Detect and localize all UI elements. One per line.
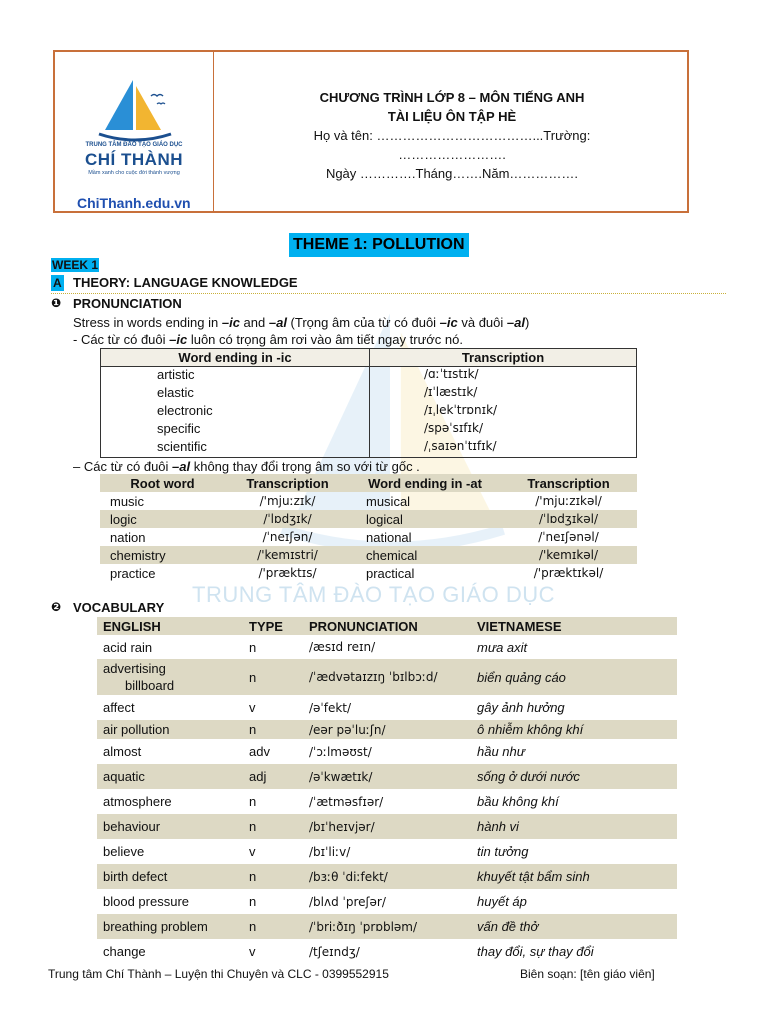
table-header: Word ending in -at xyxy=(350,474,500,492)
table-row: elastic /ɪˈlæstɪk/ xyxy=(101,385,637,403)
table-row: advertising billboard n /ˈædvətaɪzɪŋ ˈbɪlbɔːd/ biển quảng cáo xyxy=(97,659,677,695)
section-a-title: THEORY: LANGUAGE KNOWLEDGE xyxy=(73,275,298,290)
vocabulary-bullet-icon: ❷ xyxy=(51,600,62,614)
table-header: Root word xyxy=(100,474,225,492)
ic-words-table xyxy=(100,348,637,458)
header-info xyxy=(215,88,689,183)
table-row: acid rain n /æsɪd reɪn/ mưa axit xyxy=(103,639,528,655)
footer-contact: Trung tâm Chí Thành – Luyện thi Chuyên và CLC - 0399552915 xyxy=(48,967,389,981)
table-header: TYPE xyxy=(243,617,303,635)
section-a-letter: A xyxy=(53,276,62,290)
table-row: birth defect n /bɜːθ ˈdiːfekt/ khuyết tật bẩm sinh xyxy=(97,864,677,889)
table-row: scientific /ˌsaɪənˈtɪfɪk/ xyxy=(101,439,637,458)
al-rule-line: – Các từ có đuôi –al không thay đổi trọng âm so với từ gốc . xyxy=(73,459,420,474)
program-title: CHƯƠNG TRÌNH LỚP 8 – MÔN TIẾNG ANH xyxy=(319,90,585,105)
logo-small-text: TRUNG TÂM ĐÀO TẠO GIÁO DỤC xyxy=(85,142,183,148)
table-header: PRONUNCIATION xyxy=(303,617,471,635)
pronunciation-bullet-icon: ❶ xyxy=(51,296,62,310)
table-row: aquatic adj /əˈkwætɪk/ sống ở dưới nước xyxy=(97,764,677,789)
vocabulary-table xyxy=(97,617,677,964)
table-row: blood pressure n /blʌd ˈpreʃər/ huyết áp xyxy=(103,894,527,909)
table-row: affect v /əˈfekt/ gây ảnh hưởng xyxy=(103,700,565,715)
dotted-divider xyxy=(51,293,726,294)
table-row: believe v /bɪˈliːv/ tin tưởng xyxy=(103,844,529,859)
document-title: TÀI LIỆU ÔN TẬP HÈ xyxy=(387,109,517,124)
table-header: Transcription xyxy=(500,474,637,492)
watermark-text: TRUNG TÂM ĐÀO TẠO GIÁO DỤC xyxy=(192,582,555,607)
vocabulary-title: VOCABULARY xyxy=(73,600,165,615)
website-link[interactable]: ChiThanh.edu.vn xyxy=(77,195,191,211)
school-fill-line: ……………………. xyxy=(398,147,506,162)
table-row: nation /ˈneɪʃən/ national /ˈneɪʃənəl/ xyxy=(110,529,599,545)
al-words-table xyxy=(100,474,637,582)
footer-author: Biên soạn: [tên giáo viên] xyxy=(520,967,655,981)
table-header: Transcription xyxy=(370,349,637,367)
table-row: specific /spəˈsɪfɪk/ xyxy=(101,421,637,439)
ic-rule-line: - Các từ có đuôi –ic luôn có trọng âm rơi vào âm tiết ngay trước nó. xyxy=(73,332,463,347)
table-row: breathing problem n /ˈbriːðɪŋ ˈprɒbləm/ vấn đề thở xyxy=(97,914,677,939)
table-row: atmosphere n /ˈætməsfɪər/ bầu không khí xyxy=(103,794,559,809)
table-row: change v /tʃeɪndʒ/ thay đổi, sự thay đổi xyxy=(103,944,594,959)
table-header: ENGLISH xyxy=(97,617,243,635)
sailboat-logo-icon xyxy=(95,78,175,148)
logo xyxy=(55,52,213,211)
table-row: music /'mjuːzɪk/ musical /'mjuːzɪkəl/ xyxy=(110,493,602,509)
table-row: chemistry /'kemɪstri/ chemical /'kemɪkəl/ xyxy=(100,546,637,564)
logo-slogan: Mầm xanh cho cuộc đời thành vượng xyxy=(88,170,180,176)
name-school-line: Họ và tên: ………………………………...Trường: xyxy=(313,128,591,143)
header-divider xyxy=(213,52,214,211)
table-row: logic /ˈlɒdʒɪk/ logical /ˈlɒdʒɪkəl/ xyxy=(100,510,637,528)
table-row: electronic /ɪˌlekˈtrɒnɪk/ xyxy=(101,403,637,421)
theme-title: THEME 1: POLLUTION xyxy=(289,233,469,257)
table-row: behaviour n /bɪˈheɪvjər/ hành vi xyxy=(97,814,677,839)
table-header: Word ending in -ic xyxy=(101,349,370,367)
week-label: WEEK 1 xyxy=(52,258,99,272)
table-row: practice /'præktɪs/ practical /'præktɪkəl/ xyxy=(110,565,604,581)
table-header: Transcription xyxy=(225,474,350,492)
logo-brand: CHÍ THÀNH xyxy=(85,150,183,169)
date-line: Ngày ………….Tháng…….Năm……………. xyxy=(325,166,579,181)
header-box xyxy=(53,50,689,213)
table-row: almost adv /ˈɔːlməʊst/ hầu như xyxy=(103,744,526,759)
pronunciation-rule-line: Stress in words ending in –ic and –al (Trọng âm của từ có đuôi –ic và đuôi –al) xyxy=(73,315,530,330)
table-header: VIETNAMESE xyxy=(471,617,677,635)
table-row: artistic /ɑːˈtɪstɪk/ xyxy=(101,367,637,386)
table-row: air pollution n /eər pəˈluːʃn/ ô nhiễm không khí xyxy=(97,720,677,739)
pronunciation-title: PRONUNCIATION xyxy=(73,296,182,311)
